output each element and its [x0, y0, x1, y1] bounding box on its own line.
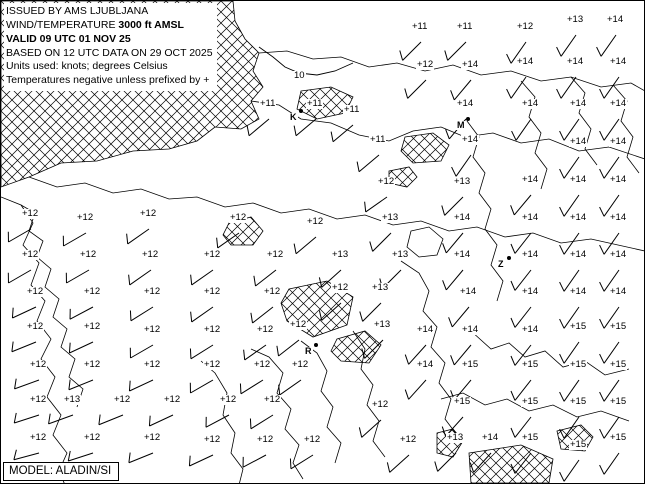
wind-barb: [14, 413, 39, 423]
temperature-label: +14: [567, 56, 584, 67]
header-basis: BASED ON 12 UTC DATA ON 29 OCT 2025: [6, 46, 213, 59]
wind-barb: [600, 77, 619, 98]
temperature-label: +12: [30, 359, 47, 370]
wind-barb: [190, 380, 213, 393]
wind-barb: [14, 450, 39, 460]
temperature-label: +14: [462, 134, 479, 145]
temperature-label: +12: [204, 286, 221, 297]
wind-barb: [69, 380, 93, 390]
wind-barb: [250, 415, 273, 429]
temperature-label: +12: [22, 249, 39, 260]
temperature-label: +12: [204, 359, 221, 370]
wind-barb: [597, 35, 616, 56]
temperature-label: +14: [457, 98, 474, 109]
temperature-label: +12: [307, 216, 324, 227]
wind-barb: [99, 415, 123, 425]
temperature-label: +14: [517, 56, 534, 67]
wind-barb: [191, 270, 213, 285]
temperature-label: +12: [204, 434, 221, 445]
temperature-label: +12: [204, 324, 221, 335]
city-label: R: [305, 346, 312, 356]
temperature-label: +14: [522, 212, 539, 223]
temperature-label: +12: [30, 432, 47, 443]
wind-barb: [435, 453, 456, 471]
temperature-label: +12: [264, 394, 281, 405]
temperature-label: +12: [164, 394, 181, 405]
temperature-label: +13: [454, 176, 471, 187]
city-dot: [299, 109, 303, 113]
city-label: K: [290, 112, 297, 122]
wind-barb: [277, 340, 299, 356]
temperature-label: +12: [84, 321, 101, 332]
wind-barb: [279, 380, 301, 395]
temperature-label: +14: [462, 324, 479, 335]
temperature-label: +15: [454, 396, 471, 407]
temperature-label: +14: [610, 286, 627, 297]
temperature-label: +15: [522, 359, 539, 370]
wind-barb: [15, 379, 39, 389]
chart-header: [4, 3, 217, 91]
city-dot: [314, 343, 318, 347]
temperature-label: +14: [522, 98, 539, 109]
temperature-label: +12: [84, 432, 101, 443]
temperature-label: +12: [144, 432, 161, 443]
temperature-label: +14: [607, 14, 624, 25]
temperature-label: +13: [64, 394, 81, 405]
temperature-label: +12: [77, 212, 94, 223]
header-parameter-text: WIND/TEMPERATURE: [6, 18, 119, 31]
header-level: 3000 ft AMSL: [118, 18, 184, 31]
temperature-label: +13: [567, 14, 584, 25]
wind-barb: [130, 345, 153, 358]
isoline-label: 10: [294, 70, 305, 81]
wind-barb: [365, 197, 387, 212]
wind-barb: [206, 415, 229, 427]
wind-barb: [560, 460, 579, 481]
temperature-label: +14: [454, 249, 471, 260]
temperature-label: +12: [30, 394, 47, 405]
temperature-label: +12: [267, 249, 284, 260]
temperature-label: +15: [522, 432, 539, 443]
header-units: Units used: knots; degrees Celsius: [6, 60, 168, 73]
temperature-label: +14: [610, 136, 627, 147]
temperature-label: +12: [144, 324, 161, 335]
wind-barb: [557, 35, 576, 56]
wind-barb: [189, 455, 213, 466]
temperature-label: +11: [370, 134, 386, 145]
temperature-label: +15: [610, 321, 627, 332]
city-label: M: [457, 120, 465, 130]
temperature-label: +12: [290, 319, 307, 330]
temperature-label: +14: [610, 174, 627, 185]
wind-barb: [451, 80, 471, 100]
temperature-label: +11: [457, 21, 473, 32]
temperature-label: +14: [610, 98, 627, 109]
temperature-label: +12: [27, 321, 44, 332]
temperature-label: +13: [447, 432, 464, 443]
temperature-label: +13: [374, 319, 391, 330]
wind-barb: [452, 155, 471, 176]
wind-barb: [387, 455, 409, 472]
wind-barb: [127, 229, 149, 244]
header-issued-by: ISSUED BY AMS LJUBLJANA: [6, 5, 149, 17]
temperature-label: +12: [144, 286, 161, 297]
temperature-label: +14: [570, 249, 587, 260]
wind-barb: [63, 233, 86, 246]
wind-barb: [66, 270, 89, 283]
temperature-label: +12: [140, 208, 157, 219]
header-temp-note: Temperatures negative unless prefixed by +: [6, 74, 210, 87]
temperature-label: +15: [570, 321, 587, 332]
temperature-label: +14: [417, 359, 434, 370]
wind-barb: [191, 307, 213, 322]
wind-barb: [69, 342, 93, 353]
temperature-label: +14: [417, 324, 434, 335]
wind-barb: [294, 237, 316, 254]
temperature-label: +13: [382, 212, 399, 223]
temperature-label: +14: [522, 286, 539, 297]
wind-barb: [240, 380, 263, 394]
temperature-label: +13: [372, 282, 389, 293]
temperature-label: +12: [517, 21, 534, 32]
temperature-label: +15: [522, 396, 539, 407]
temperature-label: +15: [610, 432, 627, 443]
temperature-label: +14: [462, 59, 479, 70]
temperature-label: +12: [254, 359, 271, 370]
wind-barb: [512, 119, 531, 140]
temperature-label: +12: [84, 286, 101, 297]
temperature-label: +12: [27, 286, 44, 297]
wind-barb: [254, 270, 276, 286]
temperature-label: +14: [610, 212, 627, 223]
temperature-label: +12: [378, 176, 395, 187]
temperature-label: +12: [264, 286, 281, 297]
temperature-label: +14: [570, 174, 587, 185]
city-label: Z: [498, 259, 504, 269]
wind-barb: [445, 42, 466, 60]
temperature-label: +14: [610, 56, 627, 67]
wind-barb: [129, 270, 151, 285]
temperature-label: +12: [142, 249, 159, 260]
city-dot: [466, 117, 470, 121]
wind-barb: [129, 380, 153, 391]
temperature-label: +12: [400, 434, 417, 445]
temperature-label: +12: [230, 212, 247, 223]
wind-barb: [130, 307, 153, 321]
wind-barb: [557, 77, 576, 98]
wind-barb: [190, 345, 213, 359]
wind-barb: [507, 77, 526, 98]
temperature-label: +15: [570, 359, 587, 370]
temperature-label: +12: [417, 59, 434, 70]
temperature-label: +15: [610, 396, 627, 407]
city-dot: [507, 256, 511, 260]
temperature-label: +14: [610, 249, 627, 260]
temperature-label: +13: [392, 249, 409, 260]
temperature-label: +14: [522, 324, 539, 335]
wind-barb: [600, 453, 619, 474]
temperature-label: +12: [292, 359, 309, 370]
temperature-label: +12: [220, 394, 237, 405]
temperature-label: +12: [372, 399, 389, 410]
temperature-label: +12: [257, 324, 274, 335]
temperature-label: +14: [454, 212, 471, 223]
temperature-label: +13: [332, 249, 349, 260]
wind-barb: [370, 233, 391, 251]
temperature-label: +11: [344, 104, 360, 115]
temperature-label: +12: [257, 434, 274, 445]
wind-barb: [243, 455, 266, 467]
wind-barb: [68, 451, 93, 461]
wind-barb: [400, 42, 421, 60]
wind-barb: [129, 453, 153, 463]
wind-barb: [244, 345, 266, 360]
wind-barb: [12, 307, 36, 318]
temperature-label: +12: [144, 359, 161, 370]
header-parameter: [6, 19, 213, 33]
temperature-label: +12: [22, 208, 39, 219]
temperature-label: +12: [80, 249, 97, 260]
wind-barb: [8, 270, 31, 283]
temperature-label: +14: [522, 249, 539, 260]
header-validity: VALID 09 UTC 01 NOV 25: [6, 32, 131, 45]
temperature-label: +11: [260, 98, 276, 109]
temperature-label: +14: [570, 136, 587, 147]
temperature-label: +14: [570, 98, 587, 109]
temperature-label: +15: [610, 359, 627, 370]
temperature-label: +15: [570, 396, 587, 407]
wind-barb: [251, 307, 273, 323]
temperature-label: +12: [114, 394, 131, 405]
wind-barb: [405, 80, 426, 98]
temperature-label: +14: [482, 432, 499, 443]
temperature-label: +15: [462, 359, 479, 370]
wind-barb: [357, 155, 379, 172]
temperature-label: +14: [460, 286, 477, 297]
wind-barb: [70, 307, 93, 319]
model-label: MODEL: ALADIN/SI: [3, 462, 119, 481]
temperature-label: +15: [570, 439, 587, 450]
temperature-label: +11: [307, 98, 323, 109]
wind-barb: [405, 380, 426, 399]
temperature-label: +14: [570, 286, 587, 297]
temperature-label: +12: [204, 249, 221, 260]
wind-barb: [12, 342, 36, 352]
temperature-label: +14: [522, 174, 539, 185]
wind-barb: [149, 415, 173, 426]
temperature-label: +12: [84, 359, 101, 370]
wind-barb: [290, 455, 313, 469]
isoline-10: [259, 47, 353, 75]
temperature-label: +12: [332, 282, 349, 293]
wind-barb: [359, 420, 381, 437]
temperature-label: +14: [570, 212, 587, 223]
temperature-label: +12: [304, 434, 321, 445]
temperature-label: +11: [412, 21, 428, 32]
